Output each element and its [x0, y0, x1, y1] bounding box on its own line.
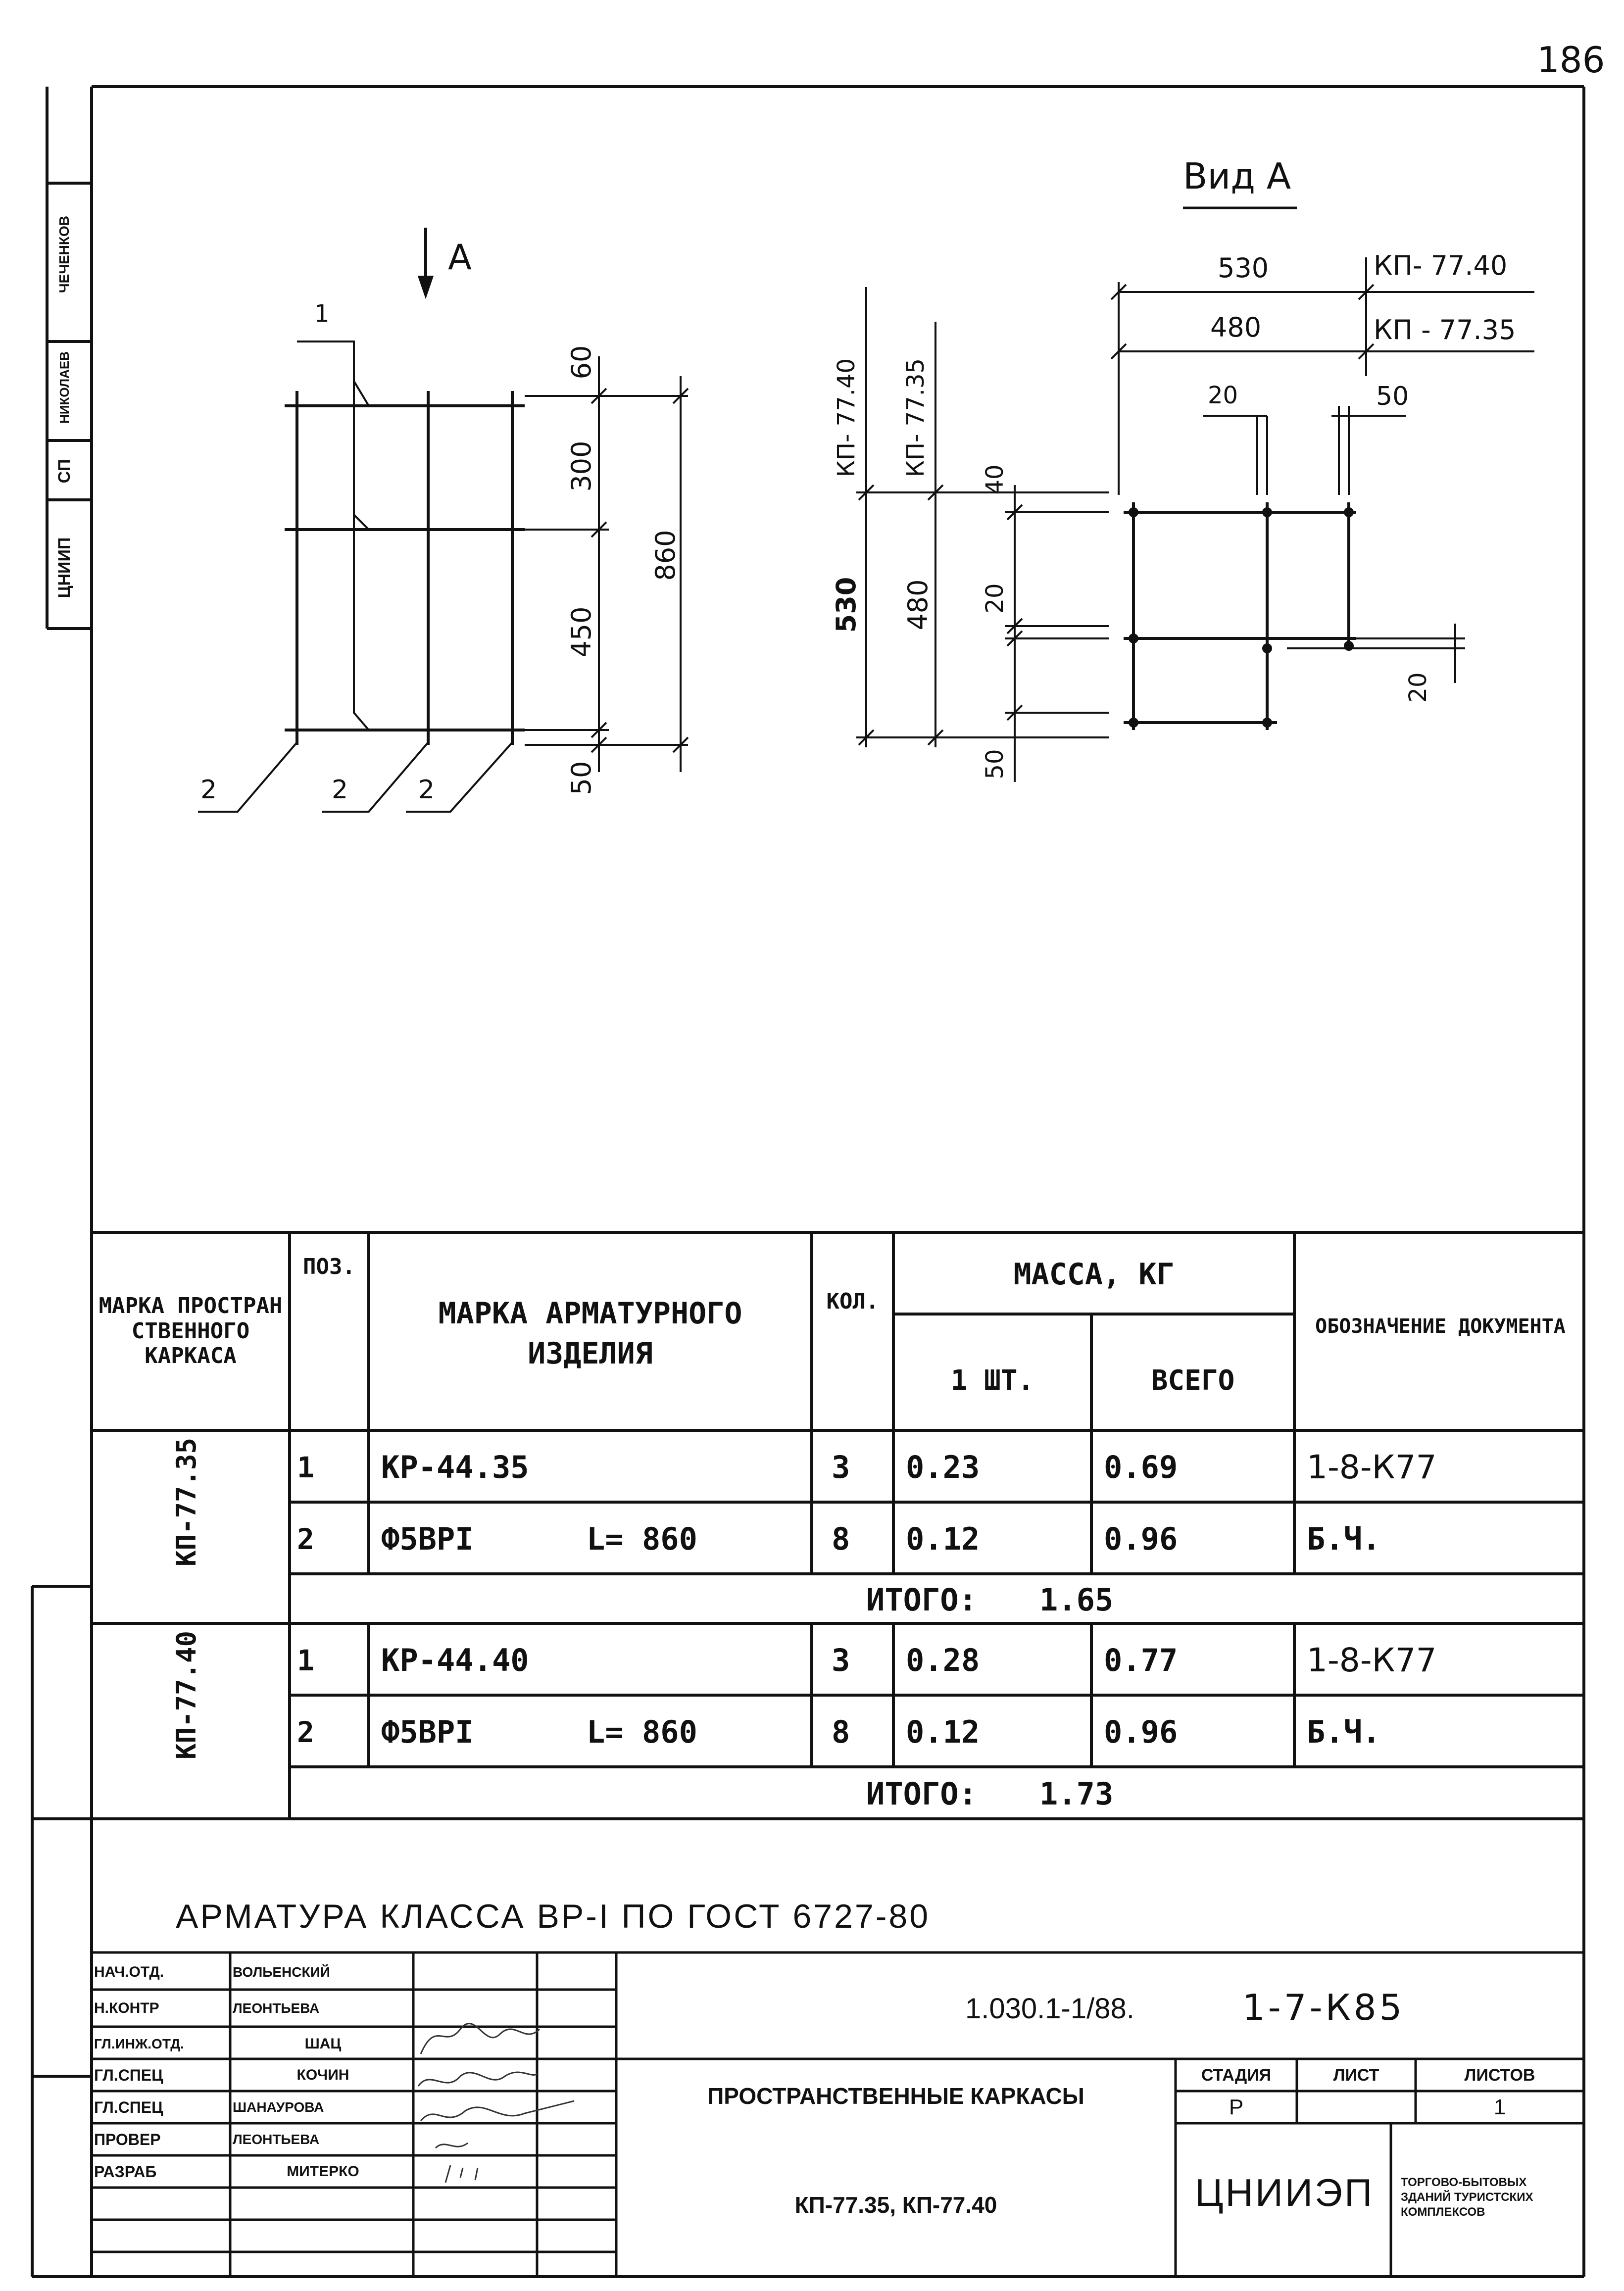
g2-r2-mark: Ф5ВРI [381, 1714, 474, 1750]
name-3: КОЧИН [296, 2067, 349, 2083]
header-pos: ПОЗ. [303, 1254, 355, 1279]
stage-value: Р [1229, 2095, 1244, 2119]
stage-label: СТАДИЯ [1201, 2066, 1272, 2085]
g2-r1-mark: КР-44.40 [381, 1642, 529, 1678]
g2-r2-length: L= 860 [587, 1714, 697, 1750]
g2-r2-total: 0.96 [1104, 1714, 1178, 1750]
dim-480-top: 480 [1210, 312, 1262, 343]
role-2: ГЛ.ИНЖ.ОТД. [94, 2036, 184, 2051]
view-a-drawing [856, 208, 1534, 782]
g2-r2-doc: Б.Ч. [1307, 1714, 1381, 1750]
name-2: ШАЦ [304, 2036, 342, 2052]
dim-60: 60 [566, 345, 597, 380]
view-arrow-label: А [448, 237, 472, 278]
organization: ЦНИИЭП [1194, 2171, 1375, 2214]
dim-50-top: 50 [1376, 382, 1409, 411]
dim-40: 40 [981, 464, 1009, 495]
header-mass: МАССА, КГ [1013, 1257, 1175, 1292]
g1-r1-total: 0.69 [1104, 1449, 1178, 1485]
label-kp-77-35-top: КП - 77.35 [1374, 314, 1516, 345]
g1-r2-doc: Б.Ч. [1307, 1521, 1381, 1557]
header-mass-total: ВСЕГО [1151, 1365, 1235, 1397]
pos-2-label-a: 2 [200, 775, 217, 805]
name-4: ШАНАУРОВА [233, 2099, 324, 2115]
g2-total-label: ИТОГО: [866, 1776, 977, 1812]
g2-r2-one: 0.12 [906, 1714, 980, 1750]
sheets-label: ЛИСТОВ [1464, 2066, 1535, 2085]
g2-r1-qty: 3 [832, 1642, 850, 1678]
document-code: 1.030.1-1/88. [965, 1993, 1134, 2025]
dim-50-bottom: 50 [981, 749, 1009, 780]
view-a-title: Вид А [1183, 155, 1291, 197]
dim-20-right: 20 [1404, 672, 1432, 703]
stamp-dept: СП [55, 459, 74, 484]
g1-r1-pos: 1 [297, 1451, 314, 1484]
title-line-1: ПРОСТРАНСТВЕННЫЕ КАРКАСЫ [707, 2083, 1084, 2109]
role-0: НАЧ.ОТД. [94, 1964, 164, 1980]
role-4: ГЛ.СПЕЦ [94, 2098, 163, 2116]
g1-total-label: ИТОГО: [866, 1581, 977, 1618]
dim-530-top: 530 [1218, 252, 1269, 284]
name-5: ЛЕОНТЬЕВА [233, 2132, 320, 2147]
g1-r2-one: 0.12 [906, 1521, 980, 1557]
dim-20-top: 20 [1208, 382, 1238, 409]
page-number: 186 [1537, 39, 1605, 81]
header-qty: КОЛ. [826, 1289, 879, 1314]
name-6: МИТЕРКО [287, 2163, 359, 2180]
elevation-view [198, 228, 688, 812]
label-kp-77-40-top: КП- 77.40 [1374, 250, 1508, 281]
label-kp-77-35-left: КП- 77.35 [902, 358, 930, 478]
g1-r1-mark: КР-44.35 [381, 1449, 529, 1485]
role-1: Н.КОНТР [94, 1999, 159, 2016]
sheet-code: 1-7-К85 [1242, 1987, 1405, 2028]
label-kp-77-40-left: КП- 77.40 [833, 358, 860, 478]
g2-r1-doc: 1-8-К77 [1307, 1641, 1437, 1679]
frame-mark-kp-77-35: КП-77.35 [171, 1437, 202, 1567]
role-3: ГЛ.СПЕЦ [94, 2066, 163, 2084]
stamp-author: ЧЕЧЕНКОВ [56, 216, 72, 293]
header-space-frame-mark: МАРКА ПРОСТРАН СТВЕННОГО КАРКАСА [98, 1293, 283, 1369]
handwritten-signatures [418, 2024, 574, 2183]
g1-r2-qty: 8 [832, 1521, 850, 1557]
title-line-2: КП-77.35, КП-77.40 [794, 2192, 997, 2218]
g1-r1-qty: 3 [832, 1449, 850, 1485]
pos-2-label-b: 2 [332, 775, 348, 805]
g1-r1-one: 0.23 [906, 1449, 980, 1485]
pos-2-label-c: 2 [418, 775, 435, 805]
g2-r1-total: 0.77 [1104, 1642, 1178, 1678]
pos-1-label: 1 [314, 300, 330, 328]
dim-300: 300 [566, 440, 597, 492]
g2-r1-pos: 1 [297, 1644, 314, 1677]
g2-r1-one: 0.28 [906, 1642, 980, 1678]
stamp-checker: НИКОЛАЕВ [57, 351, 72, 424]
g2-r2-pos: 2 [297, 1715, 314, 1749]
dim-860: 860 [650, 530, 681, 581]
dim-530-left: 530 [831, 577, 862, 633]
g1-r2-mark: Ф5ВРI [381, 1521, 474, 1557]
role-5: ПРОВЕР [94, 2131, 161, 2148]
name-1: ЛЕОНТЬЕВА [233, 2000, 320, 2016]
rebar-class-note: АРМАТУРА КЛАССА ВР-I ПО ГОСТ 6727-80 [176, 1898, 931, 1935]
role-6: РАЗРАБ [94, 2163, 157, 2181]
dim-20-mid: 20 [981, 583, 1009, 614]
sheet-label: ЛИСТ [1333, 2066, 1379, 2085]
sheets-value: 1 [1493, 2095, 1506, 2119]
header-doc: ОБОЗНАЧЕНИЕ ДОКУМЕНТА [1315, 1315, 1566, 1338]
dim-480-left: 480 [902, 579, 934, 631]
dim-450: 450 [566, 606, 597, 658]
g1-total-value: 1.65 [1039, 1581, 1114, 1618]
organization-description: ТОРГОВО-БЫТОВЫХ ЗДАНИЙ ТУРИСТСКИХ КОМПЛЕКСОВ [1401, 2176, 1533, 2219]
frame-mark-kp-77-40: КП-77.40 [171, 1630, 202, 1760]
g2-total-value: 1.73 [1039, 1776, 1114, 1812]
sheet-value [1297, 2093, 1416, 2122]
g1-r2-total: 0.96 [1104, 1521, 1178, 1557]
g1-r2-length: L= 860 [587, 1521, 697, 1557]
dim-50: 50 [566, 761, 597, 795]
g1-r1-doc: 1-8-К77 [1307, 1448, 1437, 1486]
g1-r2-pos: 2 [297, 1522, 314, 1556]
name-0: ВОЛЬЕНСКИЙ [233, 1964, 330, 1980]
stamp-org: ЦНИИП [55, 537, 74, 598]
header-mass-one: 1 ШТ. [950, 1365, 1034, 1397]
g2-r2-qty: 8 [832, 1714, 850, 1750]
header-rebar-mark: МАРКА АРМАТУРНОГО ИЗДЕЛИЯ [438, 1296, 742, 1371]
